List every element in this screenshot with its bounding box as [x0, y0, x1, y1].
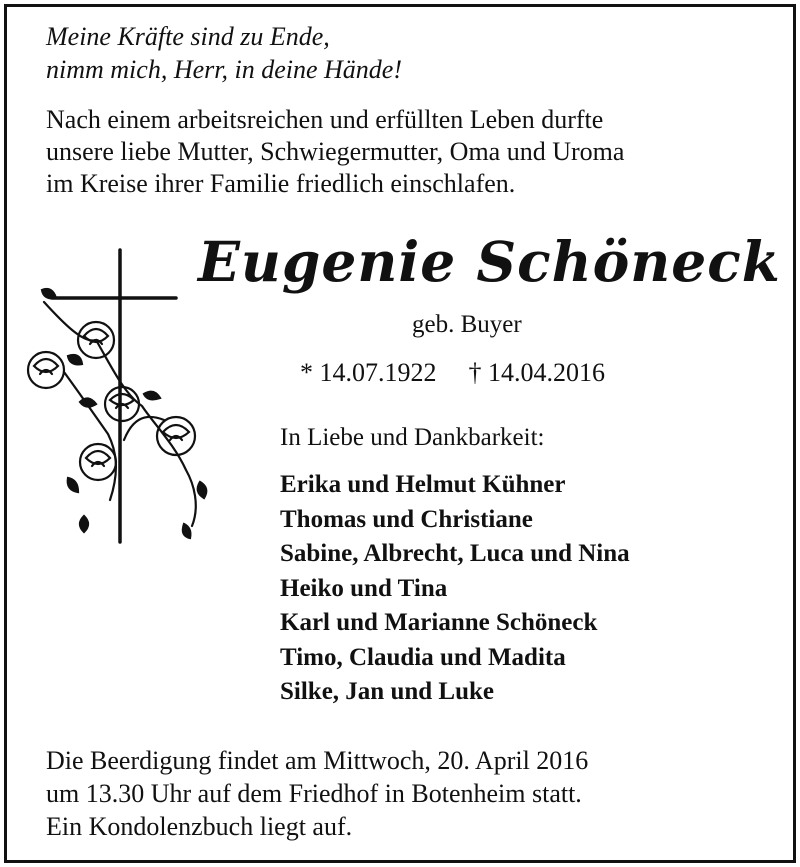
deceased-name: Eugenie Schöneck [198, 229, 781, 294]
mourner-entry: Sabine, Albrecht, Luca und Nina [280, 540, 630, 567]
bible-verse [46, 20, 402, 86]
intro-line: im Kreise ihrer Familie friedlich einschlafen. [46, 169, 516, 198]
death-date: † 14.04.2016 [468, 358, 605, 387]
mourner-entry: Timo, Claudia und Madita [280, 643, 566, 671]
funeral-line: um 13.30 Uhr auf dem Friedhof in Botenheim statt. [46, 779, 582, 808]
verse-line: nimm mich, Herr, in deine Hände! [46, 55, 402, 84]
birth-date: * 14.07.1922 [300, 358, 437, 387]
cross-with-roses-icon [24, 244, 224, 554]
intro-paragraph [46, 104, 624, 200]
life-dates [300, 357, 605, 389]
mourner-entry: Heiko und Tina [280, 574, 448, 602]
maiden-name: geb. Buyer [412, 311, 522, 338]
thanks-heading: In Liebe und Dankbarkeit: [280, 424, 545, 451]
intro-line: unsere liebe Mutter, Schwiegermutter, Oma und Uroma [46, 137, 625, 166]
mourner-entry: Erika und Helmut Kühner [280, 471, 566, 498]
intro-line: Nach einem arbeitsreichen und erfüllten Leben durfte [46, 105, 604, 134]
mourner-entry: Karl und Marianne Schöneck [280, 609, 598, 636]
mourners-list [280, 468, 630, 710]
funeral-line: Die Beerdigung findet am Mittwoch, 20. April 2016 [46, 746, 589, 775]
funeral-line: Ein Kondolenzbuch liegt auf. [46, 812, 353, 841]
mourner-entry: Thomas und Christiane [280, 505, 533, 533]
mourner-entry: Silke, Jan und Luke [280, 678, 494, 705]
verse-line: Meine Kräfte sind zu Ende, [46, 22, 330, 51]
funeral-info [46, 744, 588, 843]
